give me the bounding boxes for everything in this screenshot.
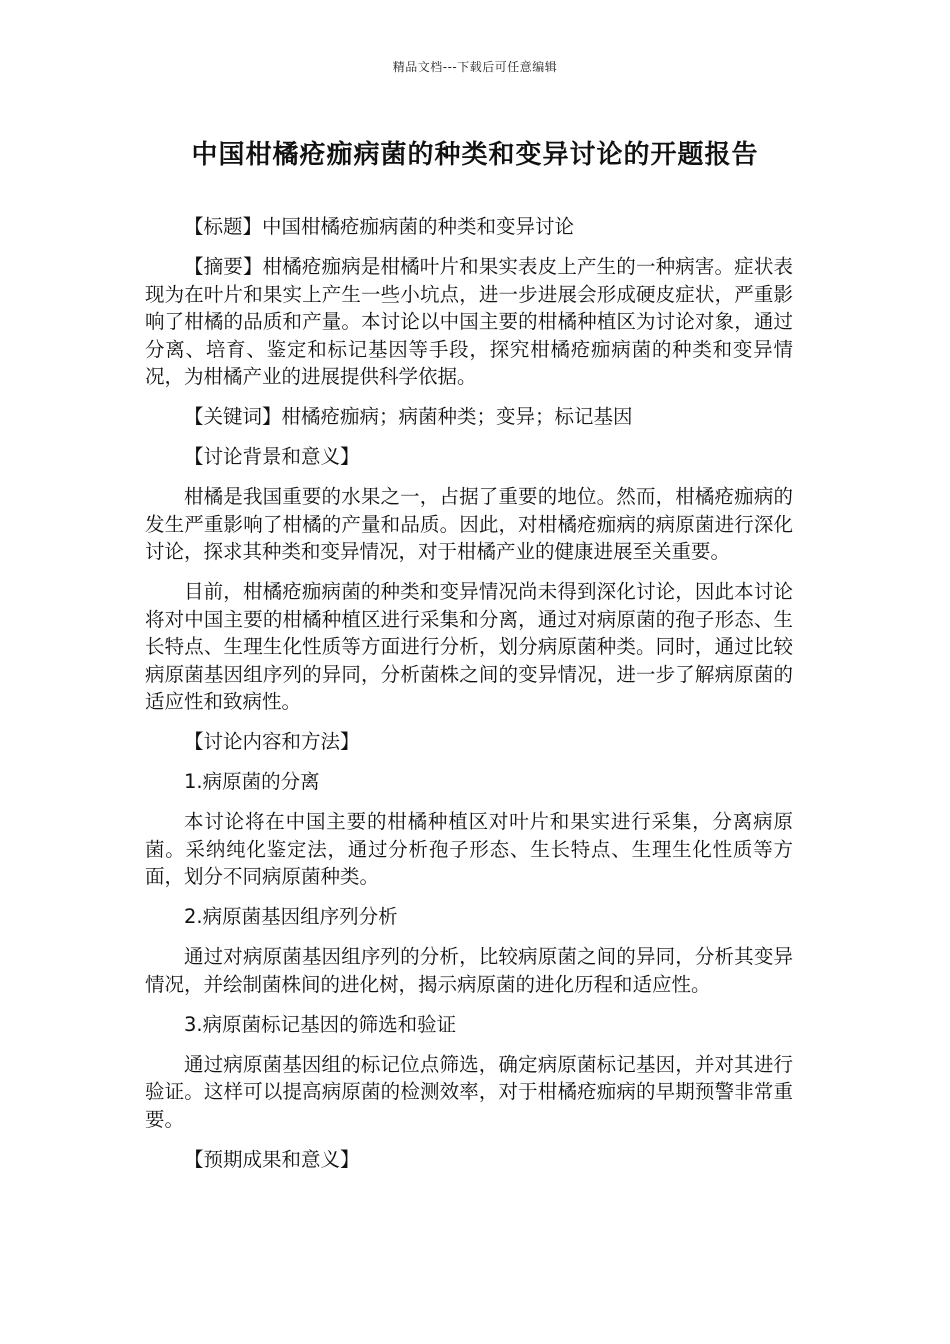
paragraph-title-line: 【标题】中国柑橘疮痂病菌的种类和变异讨论 <box>184 215 575 238</box>
document-title: 中国柑橘疮痂病菌的种类和变异讨论的开题报告 <box>191 140 759 170</box>
paragraph-genome-analysis: 通过对病原菌基因组序列的分析，比较病原菌之间的异同，分析其变异情况，并绘制菌株间的进化树，揭示病原菌的进化历程和适应性。 <box>145 945 793 996</box>
paragraph-background-1: 柑橘是我国重要的水果之一，占据了重要的地位。然而，柑橘疮痂病的发生严重影响了柑橘的产量和品质。因此，对柑橘疮痂病的病原菌进行深化讨论，探求其种类和变异情况，对于柑橘产业的健康进展至关重要。 <box>145 485 793 563</box>
subheading-isolation: 1.病原菌的分离 <box>184 770 320 793</box>
paragraph-background-2: 目前，柑橘疮痂病菌的种类和变异情况尚未得到深化讨论，因此本讨论将对中国主要的柑橘种植区进行采集和分离，通过对病原菌的孢子形态、生长特点、生理生化性质等方面进行分析，划分病原菌种类。同时，通过比较病原菌基因组序列的异同，分析菌株之间的变异情况，进一步了解病原菌的适应性和致病性。 <box>145 580 793 713</box>
paragraph-keywords: 【关键词】柑橘疮痂病；病菌种类；变异；标记基因 <box>184 405 633 428</box>
subheading-genome-analysis: 2.病原菌基因组序列分析 <box>184 905 398 928</box>
section-heading-background: 【讨论背景和意义】 <box>184 445 360 468</box>
paragraph-marker-genes: 通过病原菌基因组的标记位点筛选，确定病原菌标记基因，并对其进行验证。这样可以提高病原菌的检测效率，对于柑橘疮痂病的早期预警非常重要。 <box>145 1052 793 1131</box>
header-note: 精品文档---下载后可任意编辑 <box>392 60 558 74</box>
paragraph-abstract: 【摘要】柑橘疮痂病是柑橘叶片和果实表皮上产生的一种病害。症状表现为在叶片和果实上产生一些小坑点，进一步进展会形成硬皮症状，严重影响了柑橘的品质和产量。本讨论以中国主要的柑橘种植区为讨论对象，通过分离、培育、鉴定和标记基因等手段，探究柑橘疮痂病菌的种类和变异情况，为柑橘产业的进展提供科学依据。 <box>145 255 793 388</box>
document-body <box>145 213 793 1186</box>
section-heading-content-methods: 【讨论内容和方法】 <box>184 730 360 753</box>
section-heading-expected-results: 【预期成果和意义】 <box>184 1147 360 1171</box>
paragraph-isolation: 本讨论将在中国主要的柑橘种植区对叶片和果实进行采集，分离病原菌。采纳纯化鉴定法，通过分析孢子形态、生长特点、生理生化性质等方面，划分不同病原菌种类。 <box>145 810 793 888</box>
subheading-marker-genes: 3.病原菌标记基因的筛选和验证 <box>184 1012 457 1036</box>
